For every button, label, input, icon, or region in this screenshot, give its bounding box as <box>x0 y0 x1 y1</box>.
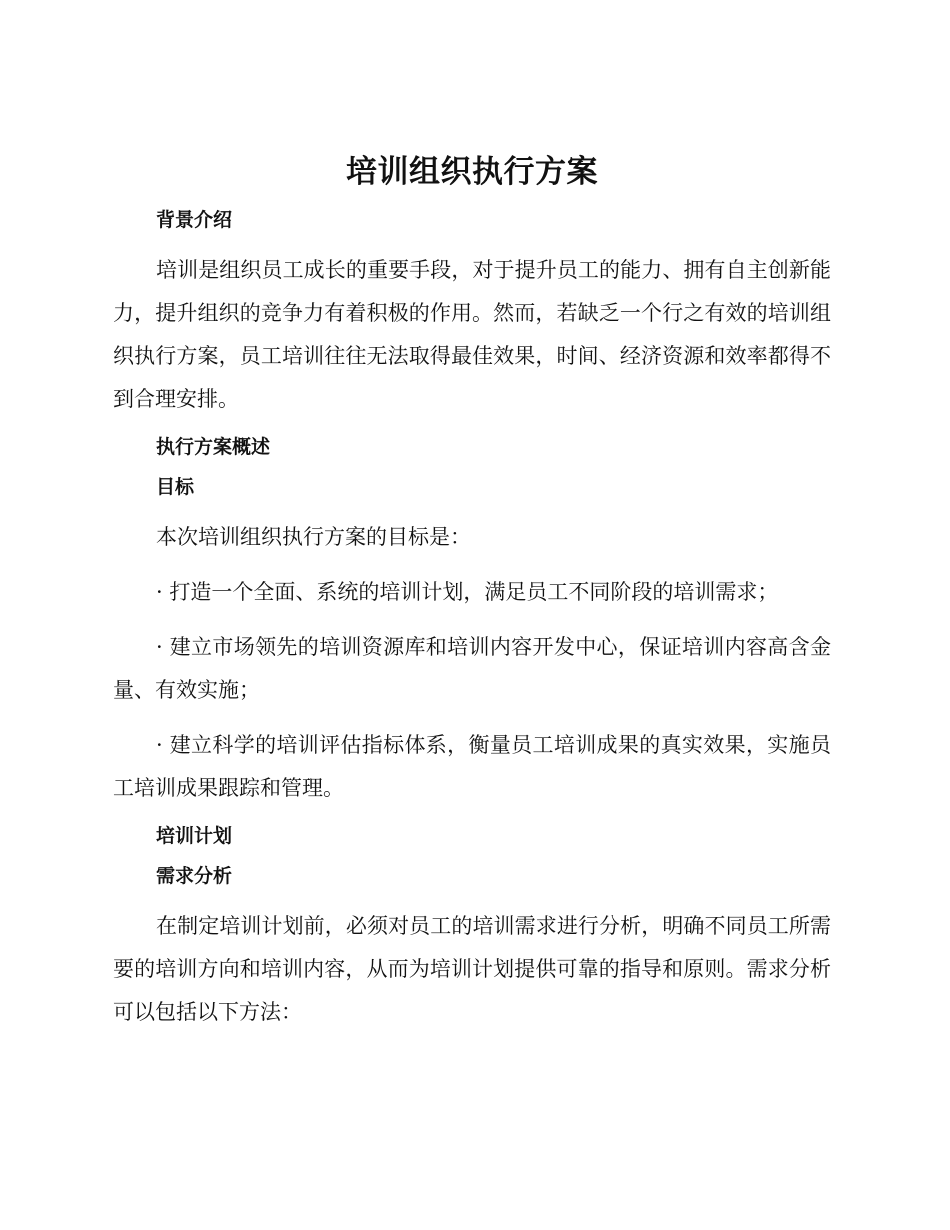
section-heading-goals: 目标 <box>156 476 195 498</box>
goal-list-item: · 建立市场领先的培训资源库和培训内容开发中心，保证培训内容高含金量、有效实施； <box>113 635 831 702</box>
section-heading-overview: 执行方案概述 <box>156 436 271 458</box>
goal-list-item: · 打造一个全面、系统的培训计划，满足员工不同阶段的培训需求； <box>156 580 779 604</box>
section-heading-needs-analysis: 需求分析 <box>156 865 233 887</box>
goals-intro-paragraph: 本次培训组织执行方案的目标是： <box>156 525 471 549</box>
document-title: 培训组织执行方案 <box>346 154 598 190</box>
goal-list-item: · 建立科学的培训评估指标体系，衡量员工培训成果的真实效果，实施员工培训成果跟踪和管理。 <box>113 733 831 800</box>
section-heading-background: 背景介绍 <box>156 209 233 231</box>
section-heading-training-plan: 培训计划 <box>156 825 233 847</box>
document-content <box>113 150 831 1034</box>
needs-analysis-paragraph: 在制定培训计划前，必须对员工的培训需求进行分析，明确不同员工所需要的培训方向和培训内容，从而为培训计划提供可靠的指导和原则。需求分析可以包括以下方法： <box>113 914 831 1024</box>
background-paragraph: 培训是组织员工成长的重要手段，对于提升员工的能力、拥有自主创新能力，提升组织的竞争力有着积极的作用。然而，若缺乏一个行之有效的培训组织执行方案，员工培训往往无法取得最佳效果，时间、经济资源和效率都得不到合理安排。 <box>113 258 831 411</box>
